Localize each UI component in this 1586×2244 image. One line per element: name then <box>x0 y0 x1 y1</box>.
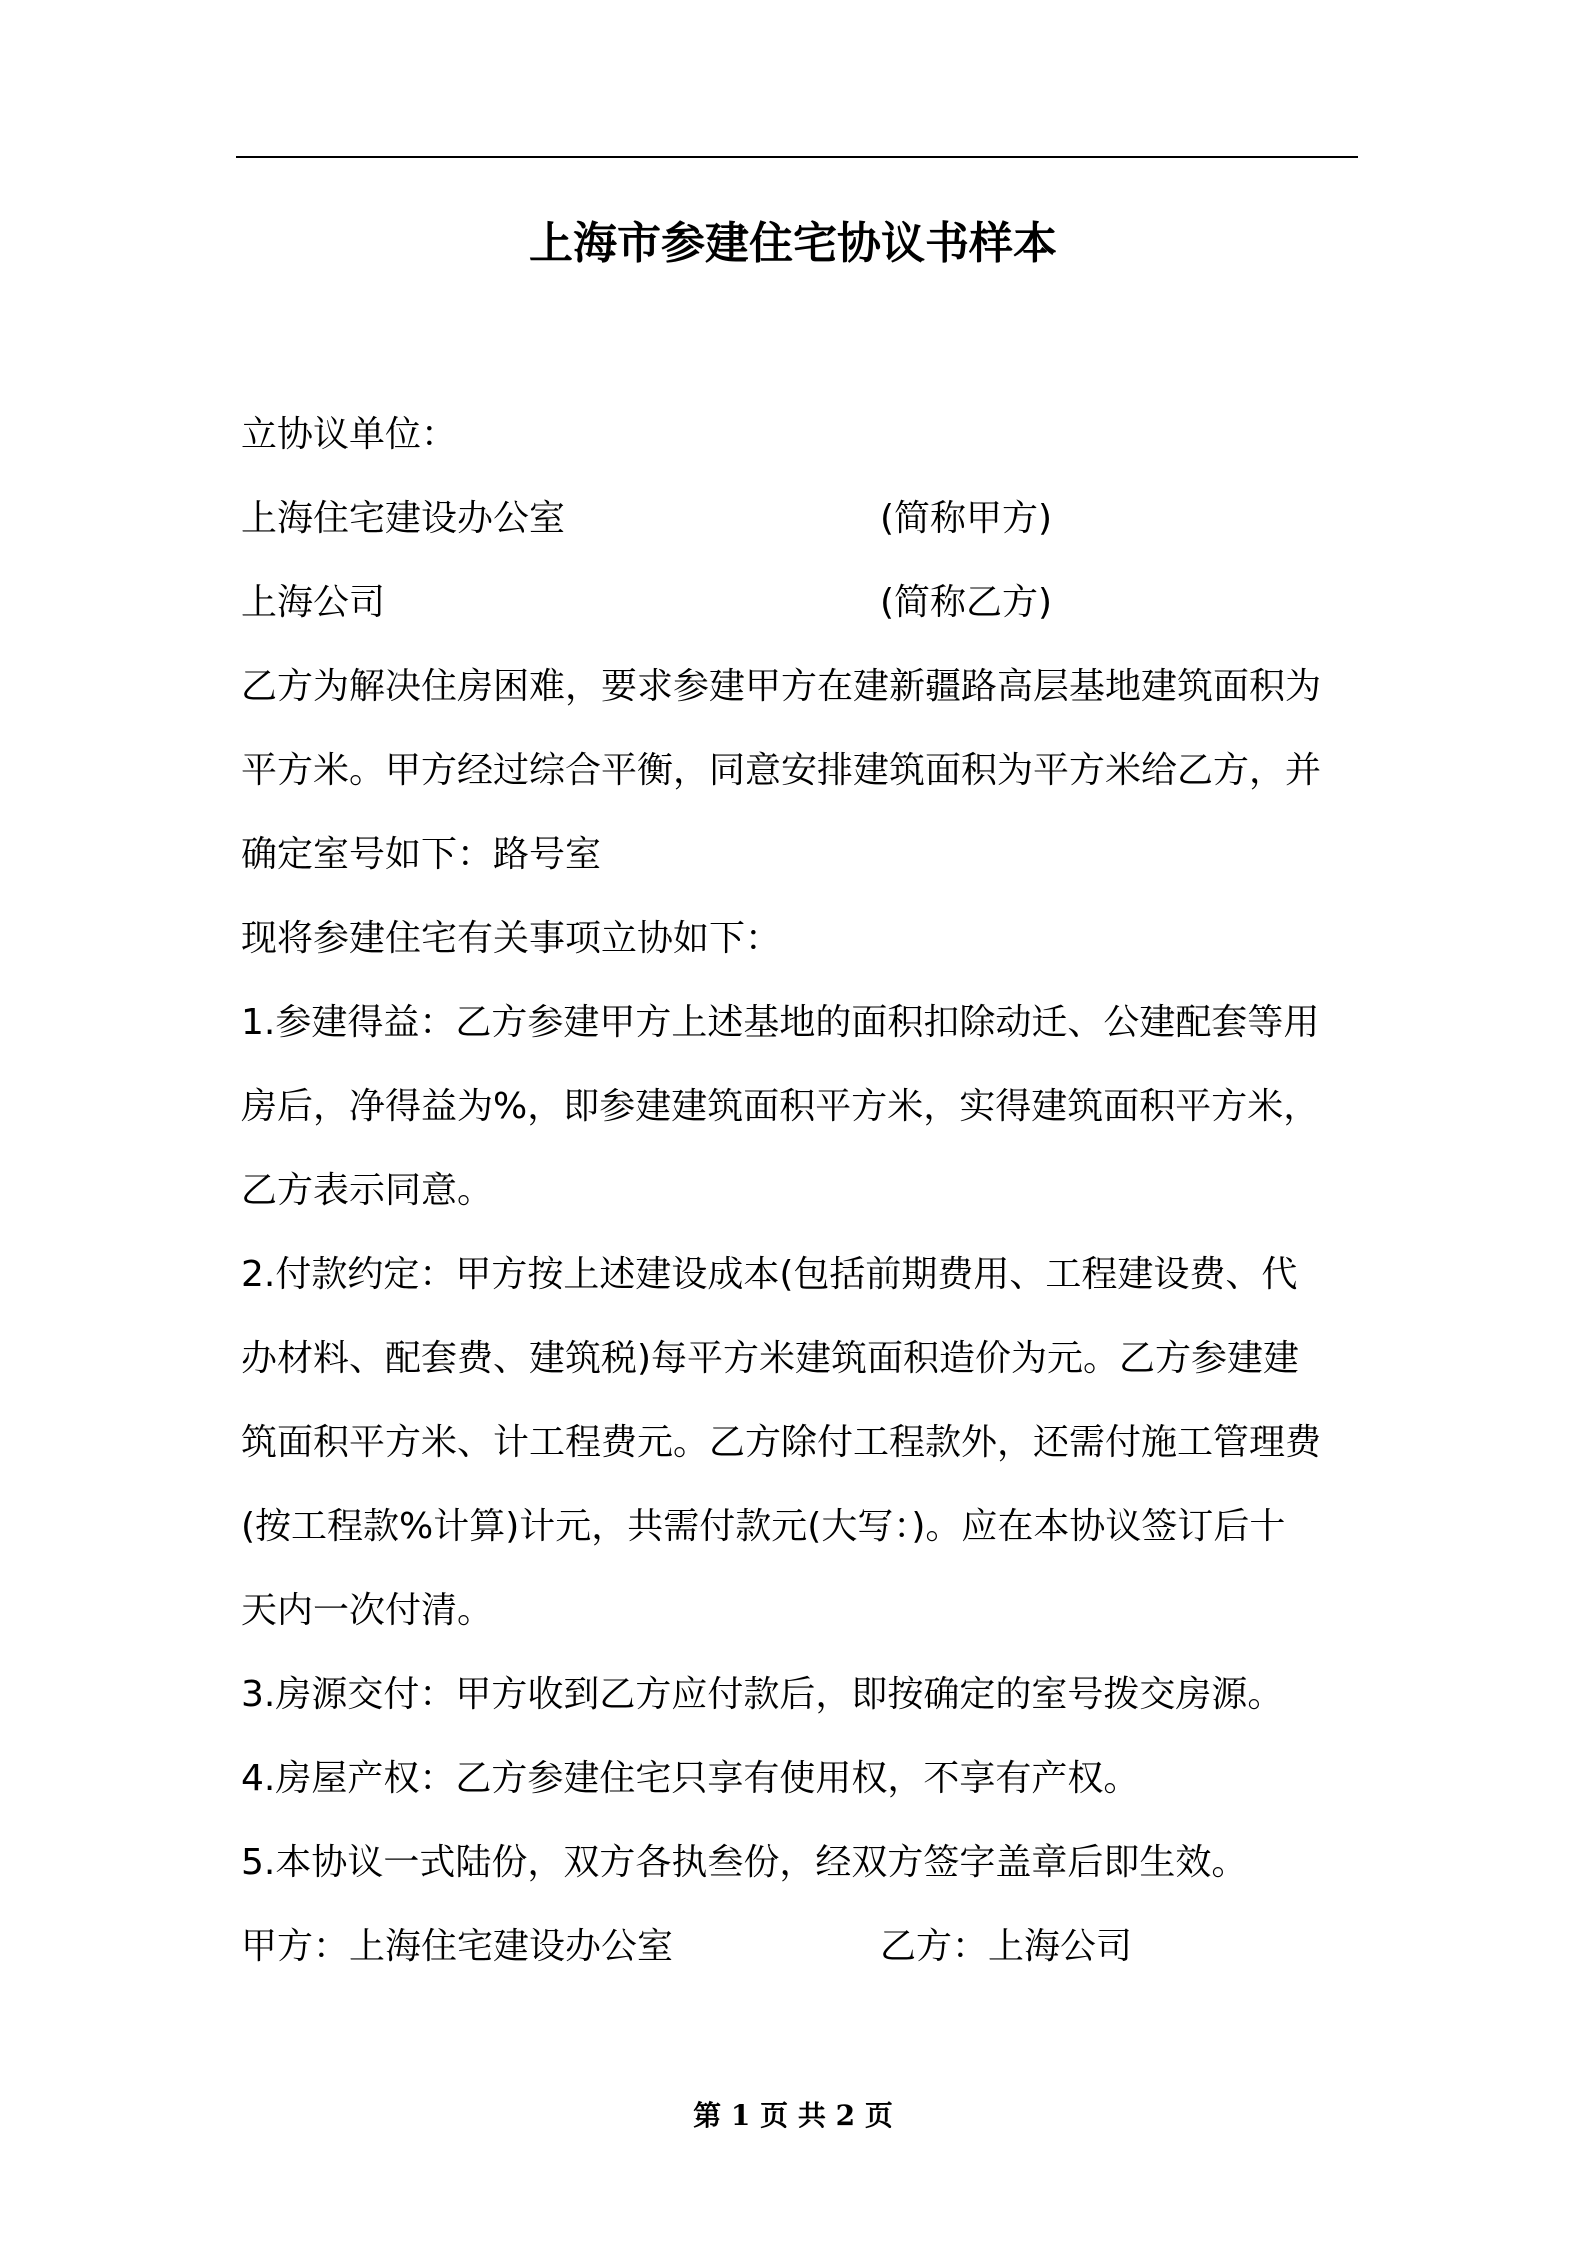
clause-2-line: (按工程款%计算)计元，共需付款元(大写：)。应在本协议签订后十 <box>241 1506 1286 1547</box>
clause-2-line: 办材料、配套费、建筑税)每平方米建筑面积造价为元。乙方参建建 <box>241 1338 1300 1379</box>
party-a-name: 上海住宅建设办公室 <box>241 498 566 539</box>
document-title: 上海市参建住宅协议书样本 <box>529 218 1057 269</box>
signature-party-b: 乙方：上海公司 <box>880 1926 1133 1967</box>
clause-1-line: 房后，净得益为%，即参建建筑面积平方米，实得建筑面积平方米， <box>241 1086 1320 1127</box>
party-b-name: 上海公司 <box>241 582 386 623</box>
clause-2-line: 筑面积平方米、计工程费元。乙方除付工程款外，还需付施工管理费 <box>241 1422 1322 1463</box>
parties-heading: 立协议单位： <box>241 414 458 455</box>
clause-5: 5.本协议一式陆份，双方各执叁份，经双方签字盖章后即生效。 <box>241 1842 1248 1883</box>
clause-3: 3.房源交付：甲方收到乙方应付款后，即按确定的室号拨交房源。 <box>241 1674 1284 1715</box>
clause-1-line: 乙方表示同意。 <box>241 1170 494 1211</box>
party-a-abbr: (简称甲方) <box>880 498 1053 539</box>
clause-2-line: 2.付款约定：甲方按上述建设成本(包括前期费用、工程建设费、代 <box>241 1254 1298 1295</box>
signature-party-a: 甲方：上海住宅建设办公室 <box>241 1926 674 1967</box>
intro-line: 乙方为解决住房困难，要求参建甲方在建新疆路高层基地建筑面积为 <box>241 666 1322 707</box>
party-b-abbr: (简称乙方) <box>880 582 1053 623</box>
intro-line: 确定室号如下：路号室 <box>241 834 602 875</box>
clause-1-line: 1.参建得益：乙方参建甲方上述基地的面积扣除动迁、公建配套等用 <box>241 1002 1320 1043</box>
page-number: 第 1 页 共 2 页 <box>693 2099 893 2132</box>
intro-line: 平方米。甲方经过综合平衡，同意安排建筑面积为平方米给乙方，并 <box>241 750 1322 791</box>
clause-2-line: 天内一次付清。 <box>241 1590 494 1631</box>
clauses-lead: 现将参建住宅有关事项立协如下： <box>241 918 782 959</box>
clause-4: 4.房屋产权：乙方参建住宅只享有使用权，不享有产权。 <box>241 1758 1140 1799</box>
header-rule <box>236 156 1358 158</box>
